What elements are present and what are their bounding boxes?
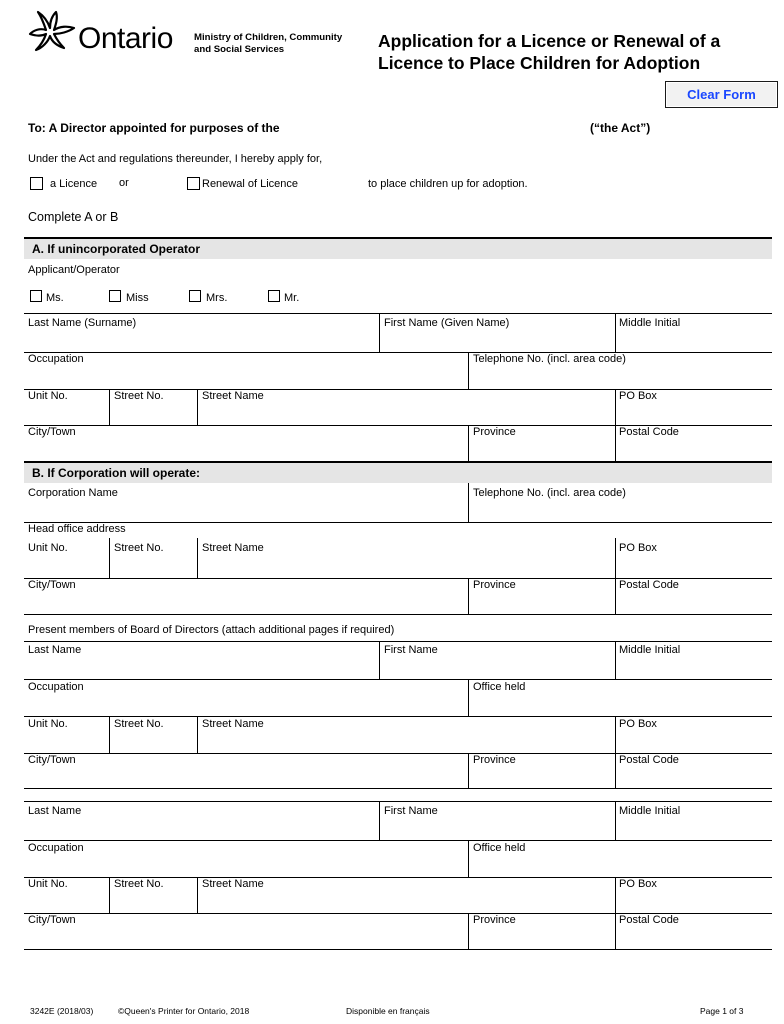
b-po-box-field[interactable] <box>618 556 768 576</box>
d1-first-name-field[interactable] <box>382 658 612 677</box>
a-province-field[interactable] <box>471 440 612 459</box>
divider <box>24 679 772 680</box>
b-postal-code-field[interactable] <box>618 593 768 612</box>
a-first-name-field[interactable] <box>382 330 612 350</box>
divider <box>197 389 198 425</box>
a-unit-no-field[interactable] <box>26 404 106 423</box>
ontario-wordmark: Ontario <box>78 22 173 55</box>
divider <box>615 641 616 679</box>
b-corp-name-label: Corporation Name <box>28 487 118 499</box>
d1-street-name-field[interactable] <box>200 732 612 751</box>
a-street-name-label: Street Name <box>202 390 264 402</box>
form-title-line-2: Licence to Place Children for Adoption <box>378 53 701 73</box>
b-city-label: City/Town <box>28 579 76 591</box>
d1-province-field[interactable] <box>471 768 612 786</box>
divider <box>24 313 772 314</box>
divider <box>109 877 110 913</box>
a-occupation-field[interactable] <box>26 367 464 387</box>
d1-street-no-field[interactable] <box>112 732 194 751</box>
mr-checkbox[interactable] <box>268 290 280 302</box>
d1-postal-code-field[interactable] <box>618 768 768 786</box>
divider <box>615 425 616 461</box>
d2-po-box-field[interactable] <box>618 892 768 911</box>
ministry-line-1: Ministry of Children, Community <box>194 32 343 43</box>
b-province-field[interactable] <box>471 593 612 612</box>
a-street-no-field[interactable] <box>112 404 194 423</box>
divider <box>379 641 380 679</box>
divider <box>468 913 469 949</box>
a-last-name-label: Last Name (Surname) <box>28 317 137 329</box>
d2-middle-initial-label: Middle Initial <box>619 805 681 817</box>
divider <box>24 840 772 841</box>
ministry-line-2: and Social Services <box>194 44 285 55</box>
d2-city-field[interactable] <box>26 928 464 947</box>
d1-street-name-label: Street Name <box>202 718 264 730</box>
a-po-box-label: PO Box <box>619 390 657 402</box>
ms-label: Ms. <box>46 292 64 304</box>
d1-occupation-field[interactable] <box>26 695 464 714</box>
a-occupation-label: Occupation <box>28 353 84 365</box>
or-text: or <box>119 177 129 189</box>
divider <box>24 352 772 353</box>
b-postal-code-label: Postal Code <box>619 579 679 591</box>
ontario-trillium-logo-icon <box>28 8 76 54</box>
d2-postal-code-field[interactable] <box>618 928 768 947</box>
d2-postal-code-label: Postal Code <box>619 914 679 926</box>
a-last-name-field[interactable] <box>26 330 376 350</box>
b-city-field[interactable] <box>26 593 464 612</box>
section-b-header: B. If Corporation will operate: <box>24 461 772 483</box>
d2-unit-no-label: Unit No. <box>28 878 68 890</box>
footer-form-number: 3242E (2018/03) <box>30 1006 94 1016</box>
d1-middle-initial-field[interactable] <box>618 658 768 677</box>
divider <box>24 614 772 615</box>
d1-first-name-label: First Name <box>384 644 438 656</box>
a-province-label: Province <box>473 426 516 438</box>
d2-occupation-label: Occupation <box>28 842 84 854</box>
ms-checkbox[interactable] <box>30 290 42 302</box>
licence-label: a Licence <box>50 178 98 190</box>
d1-occupation-label: Occupation <box>28 681 84 693</box>
miss-checkbox[interactable] <box>109 290 121 302</box>
divider <box>615 753 616 788</box>
d2-city-label: City/Town <box>28 914 76 926</box>
divider <box>24 949 772 950</box>
section-a-header: A. If unincorporated Operator <box>24 237 772 259</box>
d1-office-held-label: Office held <box>473 681 526 693</box>
act-name-field[interactable] <box>312 117 582 135</box>
d1-office-held-field[interactable] <box>471 695 769 714</box>
a-unit-no-label: Unit No. <box>28 390 68 402</box>
d1-last-name-field[interactable] <box>26 658 376 677</box>
mrs-label: Mrs. <box>206 292 228 304</box>
divider <box>468 578 469 614</box>
d2-street-name-field[interactable] <box>200 892 612 911</box>
d2-first-name-field[interactable] <box>382 819 612 838</box>
divider <box>197 877 198 913</box>
divider <box>615 389 616 425</box>
d1-middle-initial-label: Middle Initial <box>619 644 681 656</box>
footer-french-available: Disponible en français <box>346 1006 430 1016</box>
b-unit-no-label: Unit No. <box>28 542 68 554</box>
divider <box>24 522 772 523</box>
a-street-no-label: Street No. <box>114 390 164 402</box>
b-street-no-field[interactable] <box>112 556 194 576</box>
d2-province-label: Province <box>473 914 516 926</box>
b-unit-no-field[interactable] <box>26 556 106 576</box>
ministry-name <box>194 32 374 56</box>
applicant-operator-label: Applicant/Operator <box>28 264 120 276</box>
d2-street-no-field[interactable] <box>112 892 194 911</box>
the-act-text: (“the Act”) <box>590 121 651 135</box>
b-street-name-field[interactable] <box>200 556 612 576</box>
divider <box>615 313 616 352</box>
a-telephone-label: Telephone No. (incl. area code) <box>473 353 626 365</box>
divider <box>379 313 380 352</box>
renewal-checkbox[interactable] <box>187 177 200 190</box>
renewal-label: Renewal of Licence <box>202 178 299 190</box>
divider <box>109 716 110 753</box>
divider <box>109 389 110 425</box>
head-office-label: Head office address <box>28 523 126 535</box>
d1-city-label: City/Town <box>28 754 76 766</box>
divider <box>615 913 616 949</box>
d2-office-held-label: Office held <box>473 842 526 854</box>
b-street-name-label: Street Name <box>202 542 264 554</box>
d2-middle-initial-field[interactable] <box>618 819 768 838</box>
divider <box>468 840 469 877</box>
complete-a-or-b-text: Complete A or B <box>28 210 119 224</box>
d1-unit-no-label: Unit No. <box>28 718 68 730</box>
a-po-box-field[interactable] <box>618 404 768 423</box>
d2-office-held-field[interactable] <box>471 856 769 875</box>
divider <box>24 801 772 802</box>
divider <box>24 641 772 642</box>
divider <box>197 538 198 578</box>
d2-unit-no-field[interactable] <box>26 892 106 911</box>
d2-first-name-label: First Name <box>384 805 438 817</box>
d1-province-label: Province <box>473 754 516 766</box>
d1-po-box-label: PO Box <box>619 718 657 730</box>
divider <box>379 801 380 840</box>
b-telephone-label: Telephone No. (incl. area code) <box>473 487 626 499</box>
b-street-no-label: Street No. <box>114 542 164 554</box>
divider <box>109 538 110 578</box>
d1-last-name-label: Last Name <box>28 644 82 656</box>
a-telephone-field[interactable] <box>471 367 769 387</box>
d2-po-box-label: PO Box <box>619 878 657 890</box>
a-postal-code-label: Postal Code <box>619 426 679 438</box>
d2-occupation-field[interactable] <box>26 856 464 875</box>
divider <box>468 483 469 522</box>
miss-label: Miss <box>126 292 149 304</box>
a-middle-initial-label: Middle Initial <box>619 317 681 329</box>
d2-last-name-field[interactable] <box>26 819 376 838</box>
apply-text: Under the Act and regulations thereunder, I hereby apply for, <box>28 153 323 165</box>
footer-copyright: ©Queen's Printer for Ontario, 2018 <box>118 1006 250 1016</box>
divider <box>468 425 469 461</box>
board-of-directors-text: Present members of Board of Directors (attach additional pages if required) <box>28 624 395 636</box>
divider <box>197 716 198 753</box>
divider <box>615 801 616 840</box>
d2-province-field[interactable] <box>471 928 612 947</box>
a-city-label: City/Town <box>28 426 76 438</box>
form-title-line-1: Application for a Licence or Renewal of a <box>378 31 721 51</box>
b-corp-name-field[interactable] <box>26 500 464 520</box>
a-street-name-field[interactable] <box>200 404 612 423</box>
d1-street-no-label: Street No. <box>114 718 164 730</box>
divider <box>468 753 469 788</box>
licence-checkbox[interactable] <box>30 177 43 190</box>
divider <box>24 716 772 717</box>
footer-page-number: Page 1 of 3 <box>700 1006 744 1016</box>
d2-last-name-label: Last Name <box>28 805 82 817</box>
mrs-checkbox[interactable] <box>189 290 201 302</box>
a-city-field[interactable] <box>26 440 464 459</box>
a-first-name-label: First Name (Given Name) <box>384 317 510 329</box>
mr-label: Mr. <box>284 292 300 304</box>
divider <box>615 716 616 753</box>
b-telephone-field[interactable] <box>471 500 769 520</box>
divider <box>24 788 772 789</box>
d2-street-name-label: Street Name <box>202 878 264 890</box>
purpose-text: to place children up for adoption. <box>368 178 528 190</box>
d1-po-box-field[interactable] <box>618 732 768 751</box>
divider <box>615 877 616 913</box>
form-title <box>378 30 778 74</box>
divider <box>615 538 616 578</box>
b-province-label: Province <box>473 579 516 591</box>
d1-city-field[interactable] <box>26 768 464 786</box>
divider <box>468 679 469 716</box>
divider <box>468 352 469 389</box>
a-middle-initial-field[interactable] <box>618 330 768 350</box>
b-po-box-label: PO Box <box>619 542 657 554</box>
d2-street-no-label: Street No. <box>114 878 164 890</box>
d1-unit-no-field[interactable] <box>26 732 106 751</box>
clear-form-button[interactable]: Clear Form <box>665 81 778 108</box>
a-postal-code-field[interactable] <box>618 440 768 459</box>
to-director-text: To: A Director appointed for purposes of the <box>28 121 280 135</box>
d1-postal-code-label: Postal Code <box>619 754 679 766</box>
divider <box>615 578 616 614</box>
